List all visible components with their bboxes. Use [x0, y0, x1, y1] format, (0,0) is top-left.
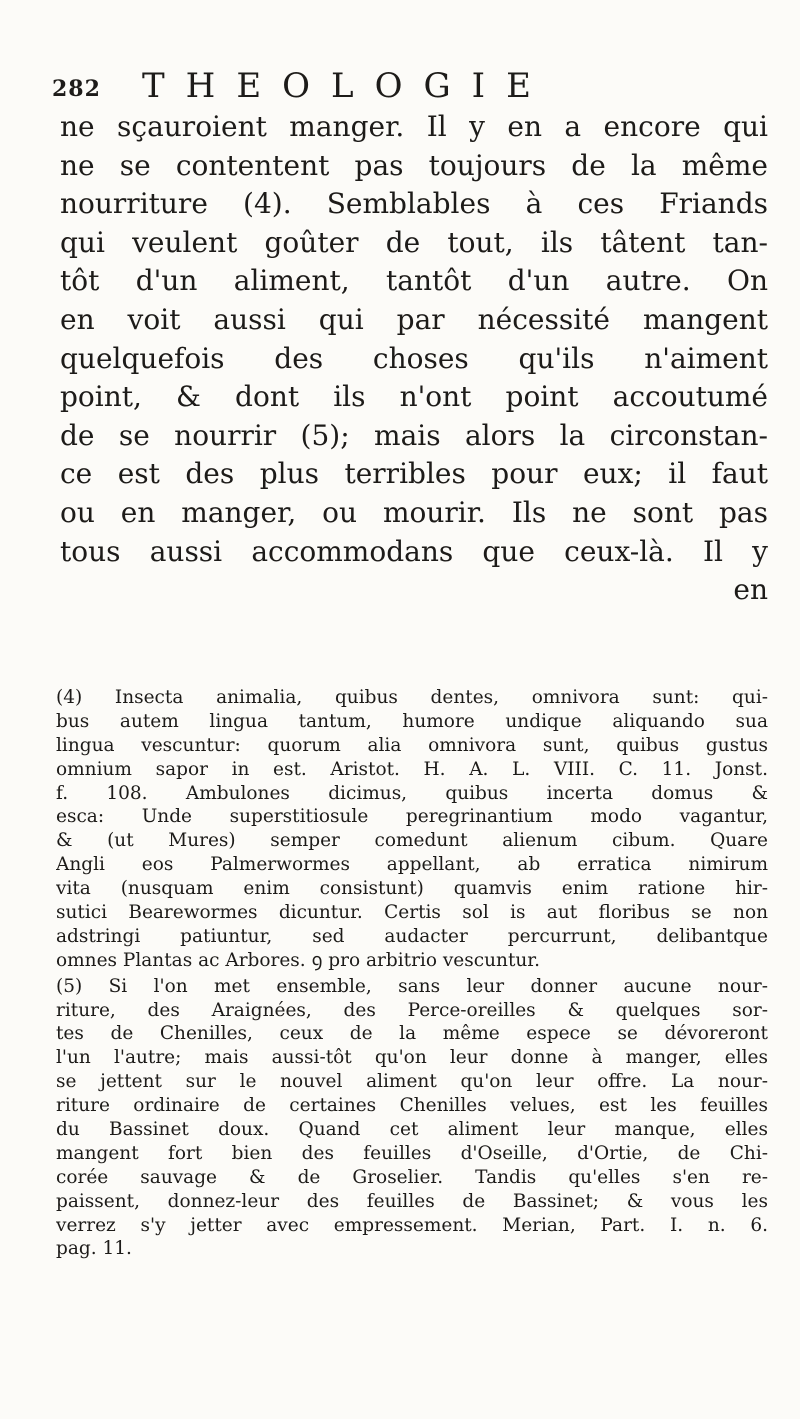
text-line: en voit aussi qui par nécessité mangent: [60, 302, 768, 336]
footnote-4: [56, 686, 768, 973]
text-line: quelquefois des choses qu'ils n'aiment: [60, 341, 768, 375]
text-line: tous aussi accommodans que ceux-là. Il y: [60, 534, 768, 568]
note-line: l'un l'autre; mais aussi-tôt qu'on leur donne à manger, elles: [56, 1047, 768, 1069]
text-line: ne sçauroient manger. Il y en a encore qui: [60, 110, 768, 143]
footnotes: [56, 686, 768, 1261]
note-line: esca: Unde superstitiosule peregrinantium modo vagantur,: [56, 806, 768, 828]
note-line: riture ordinaire de certaines Chenilles velues, est les feuilles: [56, 1095, 768, 1117]
text-line: ou en manger, ou mourir. Ils ne sont pas: [60, 495, 768, 529]
note-line: omnes Plantas ac Arbores. ꝯ pro arbitrio vescuntur.: [56, 949, 540, 971]
note-line: & (ut Mures) semper comedunt alienum cibum. Quare: [56, 830, 768, 852]
note-line: corée sauvage & de Groselier. Tandis qu'elles s'en re-: [56, 1166, 768, 1188]
note-line: f. 108. Ambulones dicimus, quibus incerta domus &: [56, 782, 768, 804]
text-line: de se nourrir (5); mais alors la circonstan-: [60, 418, 768, 452]
note-line: paissent, donnez-leur des feuilles de Bassinet; & vous les: [56, 1190, 768, 1212]
note-line: (4) Insecta animalia, quibus dentes, omnivora sunt: qui-: [56, 687, 768, 708]
note-line: se jettent sur le nouvel aliment qu'on leur offre. La nour-: [56, 1071, 768, 1093]
main-paragraph: [60, 108, 768, 610]
text-line: nourriture (4). Semblables à ces Friands: [60, 187, 768, 221]
page-number: 282: [52, 76, 101, 102]
note-line: sutici Bearewormes dicuntur. Certis sol is aut floribus se non: [56, 902, 768, 924]
note-line: Angli eos Palmerwormes appellant, ab erratica nimirum: [56, 854, 768, 876]
note-line: pag. 11.: [56, 1238, 132, 1260]
note-line: vita (nusquam enim consistunt) quamvis enim ratione hir-: [56, 878, 768, 900]
note-line: riture, des Araignées, des Perce-oreilles & quelques sor-: [56, 999, 768, 1021]
note-line: tes de Chenilles, ceux de la même espece se dévoreront: [56, 1023, 768, 1045]
text-line: qui veulent goûter de tout, ils tâtent tan-: [60, 225, 768, 259]
page-header: [52, 66, 772, 106]
note-line: mangent fort bien des feuilles d'Oseille, d'Ortie, de Chi-: [56, 1142, 768, 1164]
note-line: bus autem lingua tantum, humore undique aliquando sua: [56, 710, 768, 732]
running-title: THEOLOGIE: [142, 66, 552, 106]
text-line: point, & dont ils n'ont point accoutumé: [60, 380, 768, 414]
text-line: ce est des plus terribles pour eux; il faut: [60, 457, 768, 491]
note-line: du Bassinet doux. Quand cet aliment leur manque, elles: [56, 1119, 768, 1141]
catchword: en: [733, 573, 768, 607]
text-line: ne se contentent pas toujours de la même: [60, 148, 768, 182]
footnote-5: [56, 975, 768, 1262]
note-line: verrez s'y jetter avec empressement. Merian, Part. I. n. 6.: [56, 1214, 768, 1236]
note-line: (5) Si l'on met ensemble, sans leur donner aucune nour-: [56, 975, 768, 997]
note-line: lingua vescuntur: quorum alia omnivora sunt, quibus gustus: [56, 734, 768, 756]
note-line: adstringi patiuntur, sed audacter percurrunt, delibantque: [56, 925, 768, 947]
note-line: omnium sapor in est. Aristot. H. A. L. VIII. C. 11. Jonst.: [56, 758, 768, 780]
text-line: tôt d'un aliment, tantôt d'un autre. On: [60, 264, 768, 298]
